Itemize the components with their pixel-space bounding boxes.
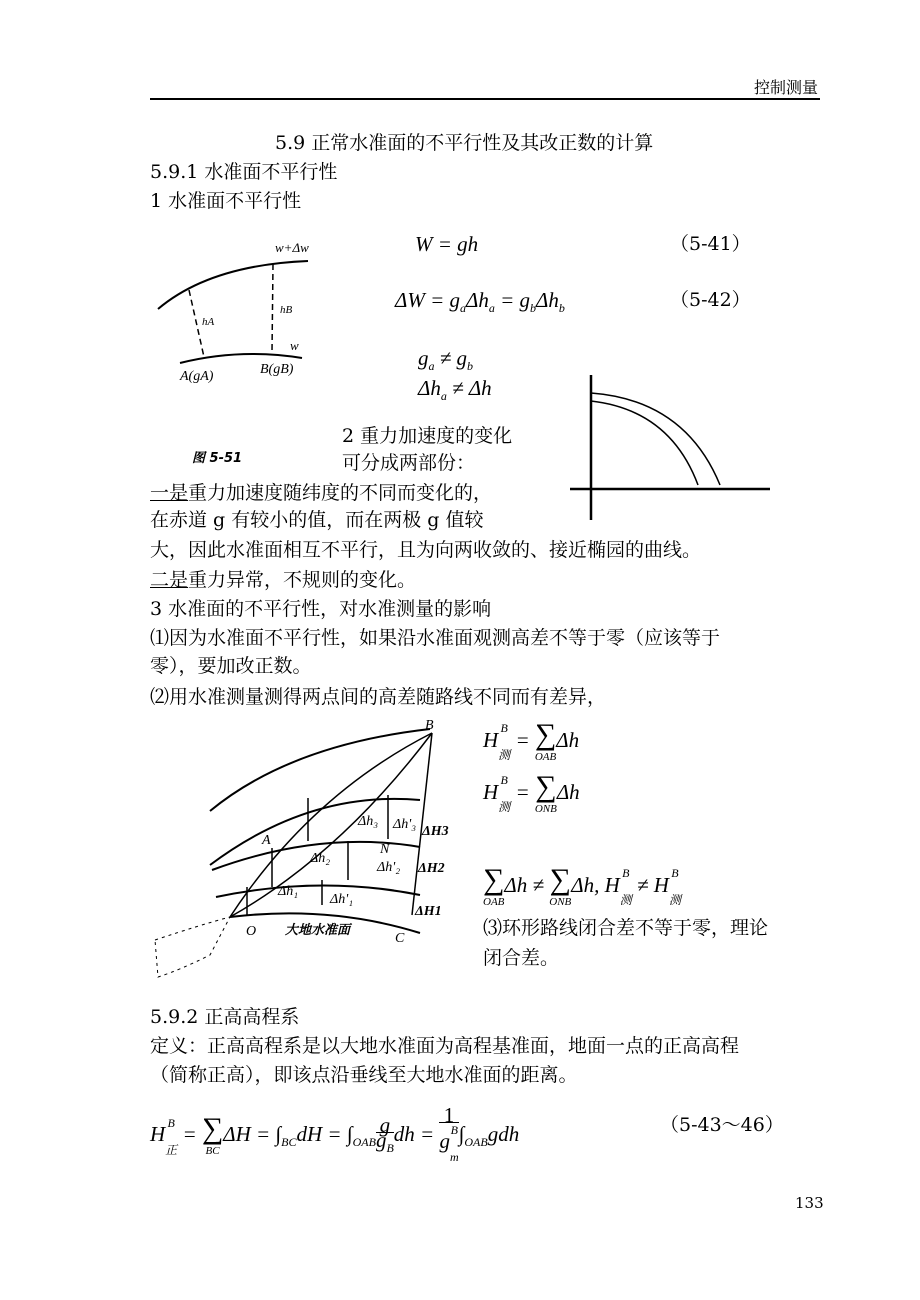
equation-5-41: W = gh	[415, 232, 479, 256]
paragraph-line: 二是重力异常，不规则的变化。	[150, 569, 417, 591]
label-hB: hB	[280, 304, 293, 316]
paragraph-line: ⑵用水准测量测得两点间的高差随路线不同而有差异，	[150, 686, 607, 708]
figure-caption: 图 5-51	[192, 451, 243, 466]
header-rule	[150, 98, 820, 100]
curve-inner	[591, 393, 720, 485]
equation-number: （5-43～46）	[660, 1114, 784, 1136]
equation-inequality: ∑ OAB Δh ≠ ∑ ONB Δh, H $^B$ $_测$ ≠ H $^B$ $_测$	[483, 863, 681, 908]
item-heading: 3 水准面的不平行性，对水准测量的影响	[150, 598, 492, 620]
label-B: B(gB)	[260, 362, 294, 377]
figure-level-routes	[150, 715, 470, 985]
equation-5-42: $\Delta W = g_a\Delta h_a = g_b\Delta h_b$	[395, 288, 565, 316]
paragraph-line: （简称正高），即该点沿垂线至大地水准面的距离。	[150, 1064, 578, 1086]
label-A: A(gA)	[180, 369, 214, 384]
figure-5-51	[150, 230, 350, 470]
label-A: A	[262, 833, 271, 848]
paragraph-line: 定义：正高高程系是以大地水准面为高程基准面，地面一点的正高高程	[150, 1035, 740, 1057]
label-O: O	[246, 924, 257, 939]
label-w: w	[290, 338, 299, 353]
label-dh1p: Δh'₁	[330, 892, 354, 907]
equation-number: （5-41）	[670, 233, 751, 255]
paragraph-line: 在赤道 g 有较小的值，而在两极 g 值较	[150, 509, 484, 531]
label-C: C	[395, 931, 405, 946]
label-geoid: 大地水准面	[285, 923, 351, 938]
figure-level-surfaces	[565, 375, 775, 525]
inequality-dh: $\Delta h_a \ne \Delta h$	[418, 376, 492, 404]
page-number: 133	[795, 1194, 824, 1212]
equation-H-ONB: H $^B$ $_测$ = ∑ ONB Δh	[483, 770, 580, 815]
label-N: N	[380, 842, 390, 857]
label-dh2p: Δh'₂	[377, 860, 401, 875]
upper-surface	[158, 261, 308, 309]
label-dh3p: Δh'₃	[393, 817, 417, 832]
curve-outer	[591, 401, 698, 485]
label-hA: hA	[202, 316, 215, 328]
dashed-hB	[272, 264, 273, 352]
equation-number: （5-42）	[670, 289, 751, 311]
inequality-g: $g_a \ne g_b$	[418, 346, 474, 374]
paragraph-line: ⑴因为水准面不平行性，如果沿水准面观测高差不等于零（应该等于	[150, 627, 721, 649]
paragraph-line: 一是重力加速度随纬度的不同而变化的，	[150, 482, 493, 504]
label-w-plus-dw: w+Δw	[275, 240, 309, 255]
paragraph-line: 大，因此水准面相互不平行，且为向两收敛的、接近椭园的曲线。	[150, 539, 702, 561]
text-line: 可分成两部份：	[342, 452, 476, 474]
label-B: B	[425, 718, 434, 733]
label-dh1: Δh₁	[278, 884, 299, 899]
running-header: 控制测量	[754, 78, 819, 97]
section-title: 5.9 正常水准面的不平行性及其改正数的计算	[275, 132, 654, 154]
item-heading: 1 水准面不平行性	[150, 190, 302, 212]
label-dh3: Δh₃	[358, 814, 379, 829]
paragraph-line: ⑶环形路线闭合差不等于零，理论	[483, 917, 769, 939]
equation-H-OAB: H $^B$ $_测$ = ∑ OAB Δh	[483, 718, 580, 763]
paragraph-line: 闭合差。	[483, 947, 560, 969]
subsection-heading: 5.9.1 水准面不平行性	[150, 161, 338, 183]
label-H1: ΔH1	[415, 904, 442, 919]
label-dh2: Δh₂	[310, 851, 331, 866]
label-H3: ΔH3	[422, 824, 449, 839]
paragraph-line: 零），要加改正数。	[150, 655, 312, 677]
sea-hatch	[155, 917, 230, 977]
equation-5-43-46: H $^B$ $_正$ = ∑ BC $\Delta H = \int_{BC}dH = \int_{OAB}$ g $g_Bdh$ = 1 $g^B$ $_m\int_{OAB}gdh$	[150, 1103, 520, 1165]
label-H2: ΔH2	[418, 861, 445, 876]
subsection-heading: 5.9.2 正高高程系	[150, 1006, 300, 1028]
item-heading: 2 重力加速度的变化	[342, 425, 513, 447]
